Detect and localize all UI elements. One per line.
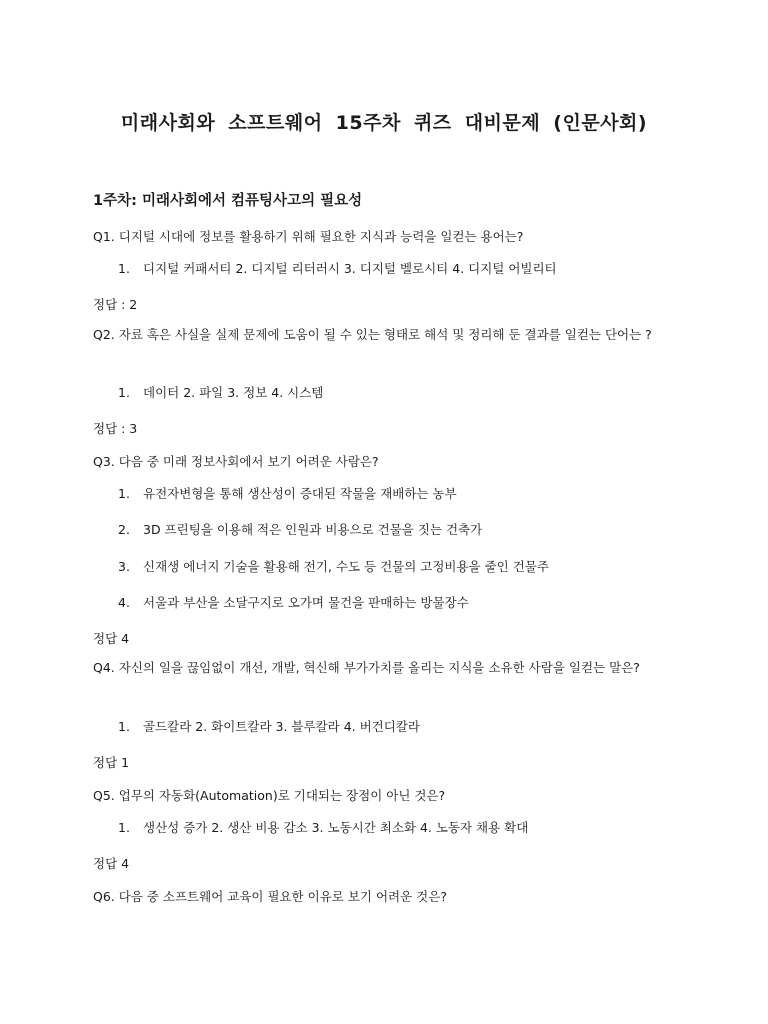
- question-5: Q5. 업무의 자동화(Automation)로 기대되는 장점이 아닌 것은?: [93, 788, 446, 803]
- question-1-options: [118, 259, 557, 277]
- document-title: 미래사회와 소프트웨어 15주차 퀴즈 대비문제 (인문사회): [120, 112, 648, 134]
- question-1: Q1. 디지털 시대에 정보를 활용하기 위해 필요한 지식과 능력을 일컫는 용어는?: [93, 229, 524, 244]
- question-5-options: [118, 818, 528, 836]
- option-number: 1.: [118, 486, 130, 501]
- option-number: 3.: [118, 559, 130, 574]
- answer-1: 정답 : 2: [93, 297, 138, 312]
- option-text: 유전자변형을 통해 생산성이 증대된 작물을 재배하는 농부: [143, 486, 457, 501]
- question-3-option-1: [118, 484, 457, 502]
- question-3-option-3: [118, 557, 549, 575]
- question-6: Q6. 다음 중 소프트웨어 교육이 필요한 이유로 보기 어려운 것은?: [93, 889, 447, 904]
- answer-2: 정답 : 3: [93, 421, 138, 436]
- option-number: 1.: [118, 719, 130, 734]
- section-heading: 1주차: 미래사회에서 컴퓨팅사고의 필요성: [93, 193, 363, 209]
- question-3-option-2: [118, 520, 482, 538]
- answer-3: 정답 4: [93, 631, 130, 646]
- option-text: 3D 프린팅을 이용해 적은 인원과 비용으로 건물을 짓는 건축가: [143, 522, 483, 537]
- answer-5: 정답 4: [93, 856, 130, 871]
- option-text: 생산성 증가 2. 생산 비용 감소 3. 노동시간 최소화 4. 노동자 채용 확대: [143, 820, 529, 835]
- option-text: 신재생 에너지 기술을 활용해 전기, 수도 등 건물의 고정비용을 줄인 건물주: [143, 559, 549, 574]
- option-number: 1.: [118, 261, 130, 276]
- question-4-options: [118, 717, 420, 735]
- option-text: 골드칼라 2. 화이트칼라 3. 블루칼라 4. 버건디칼라: [143, 719, 420, 734]
- question-3-option-4: [118, 593, 469, 611]
- option-number: 4.: [118, 595, 130, 610]
- question-3: Q3. 다음 중 미래 정보사회에서 보기 어려운 사람은?: [93, 454, 379, 469]
- option-number: 1.: [118, 385, 130, 400]
- question-2: Q2. 자료 혹은 사실을 실제 문제에 도움이 될 수 있는 형태로 해석 및 정리해 둔 결과를 일컫는 단어는 ?: [93, 327, 652, 342]
- question-2-options: [118, 383, 323, 401]
- option-text: 데이터 2. 파일 3. 정보 4. 시스템: [143, 385, 324, 400]
- option-number: 2.: [118, 522, 130, 537]
- answer-4: 정답 1: [93, 755, 130, 770]
- option-text: 디지털 커패서티 2. 디지털 리터러시 3. 디지털 벨로시티 4. 디지털 어빌리티: [143, 261, 557, 276]
- option-text: 서울과 부산을 소달구지로 오가며 물건을 판매하는 방물장수: [143, 595, 469, 610]
- question-4: Q4. 자신의 일을 끊임없이 개선, 개발, 혁신해 부가가치를 올리는 지식을 소유한 사람을 일컫는 말은?: [93, 660, 640, 675]
- option-number: 1.: [118, 820, 130, 835]
